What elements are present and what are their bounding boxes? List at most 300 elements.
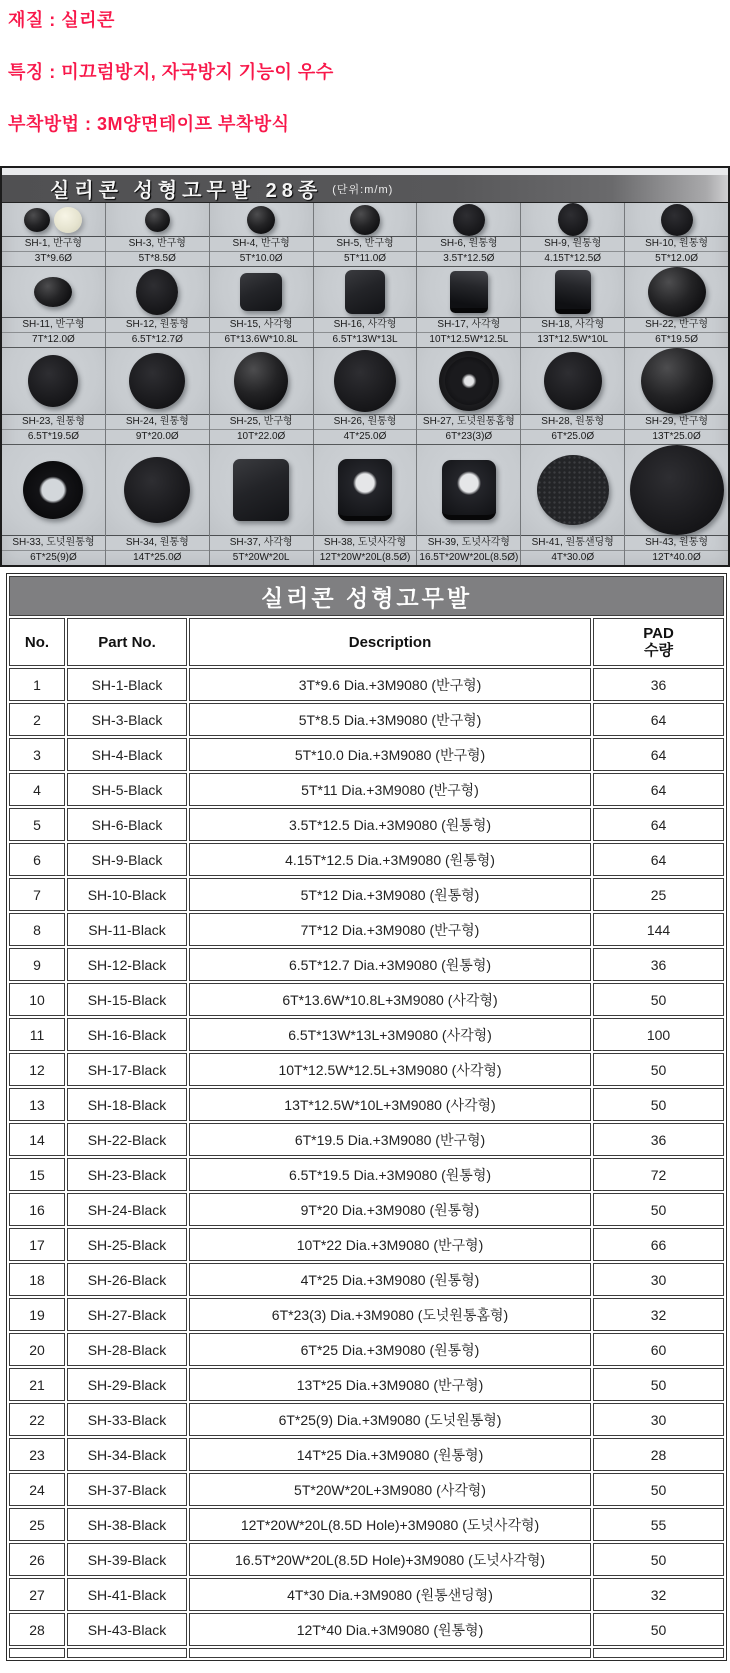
photo-title: 실리콘 성형고무발 28종 [50, 180, 323, 202]
rubber-foot-cream-shape [54, 207, 82, 233]
cell-part-no: SH-26-Black [67, 1263, 187, 1296]
rubber-foot-circle-shape [630, 445, 724, 535]
sample-row-2 [2, 267, 728, 348]
sample-part-label: SH-5, 반구형 [314, 236, 417, 251]
sample-cell-sh-29 [625, 348, 728, 444]
sample-part-label: SH-43, 원통형 [625, 535, 728, 550]
cell-pad-qty: 50 [593, 1473, 724, 1506]
sample-cell-sh-11 [2, 267, 106, 347]
sample-part-label: SH-25, 반구형 [210, 414, 313, 429]
cell-description: 13T*12.5W*10L+3M9080 (사각형) [189, 1088, 591, 1121]
table-row [9, 1403, 724, 1436]
rubber-foot-donut-shape [23, 461, 83, 519]
sample-row-1 [2, 203, 728, 267]
sample-part-label: SH-29, 반구형 [625, 414, 728, 429]
cell-pad-qty: 50 [593, 1613, 724, 1646]
cell-description: 12T*20W*20L(8.5D Hole)+3M9080 (도넛사각형) [189, 1508, 591, 1541]
table-row [9, 1333, 724, 1366]
shape-area-sh-38 [314, 445, 417, 535]
cell-pad-qty: 100 [593, 1018, 724, 1051]
shape-area-sh-29 [625, 348, 728, 414]
table-row [9, 1088, 724, 1121]
sample-cell-sh-27 [417, 348, 521, 444]
cell-no: 26 [9, 1543, 65, 1576]
cell-pad-qty: 50 [593, 1193, 724, 1226]
cell-pad-qty: 66 [593, 1228, 724, 1261]
table-row [9, 843, 724, 876]
cell-pad-qty: 64 [593, 843, 724, 876]
intro-feature-line: 특징 : 미끄럼방지, 자국방지 기능이 우수 [8, 62, 334, 82]
cell-description: 14T*25 Dia.+3M9080 (원통형) [189, 1438, 591, 1471]
rubber-foot-circle-shape [124, 457, 190, 523]
cell-no: 3 [9, 738, 65, 771]
sample-size-label: 6.5T*12.7Ø [106, 332, 209, 347]
rubber-foot-dome-shape [24, 208, 50, 232]
rubber-foot-block-shape [450, 271, 488, 313]
sample-size-label: 10T*22.0Ø [210, 429, 313, 444]
sample-cell-sh-18 [521, 267, 625, 347]
sample-size-label: 16.5T*20W*20L(8.5Ø) [419, 552, 519, 563]
sample-part-label: SH-37, 사각형 [210, 535, 313, 550]
cell-pad-qty: 28 [593, 1438, 724, 1471]
sample-part-label: SH-39, 도넛사각형 [417, 535, 520, 550]
cell-pad-qty: 60 [593, 1333, 724, 1366]
empty-cell [9, 1648, 65, 1658]
sample-cell-sh-17 [417, 267, 521, 347]
sample-part-label: SH-1, 반구형 [2, 236, 105, 251]
spec-table [6, 573, 727, 1661]
table-row [9, 1123, 724, 1156]
cell-part-no: SH-17-Black [67, 1053, 187, 1086]
sample-board-photo [0, 166, 730, 567]
sample-cell-sh-24 [106, 348, 210, 444]
sample-size-label: 4.15T*12.5Ø [521, 251, 624, 266]
cell-pad-qty: 30 [593, 1403, 724, 1436]
cell-no: 11 [9, 1018, 65, 1051]
shape-area-sh-37 [210, 445, 313, 535]
cell-description: 4.15T*12.5 Dia.+3M9080 (원통형) [189, 843, 591, 876]
sample-size-label: 5T*20W*20L [210, 550, 313, 565]
table-row [9, 1228, 724, 1261]
sample-size-label: 6.5T*13W*13L [314, 332, 417, 347]
sample-cell-sh-5 [314, 203, 418, 266]
sample-part-label: SH-34, 원통형 [106, 535, 209, 550]
sample-part-label: SH-18, 사각형 [521, 317, 624, 332]
cell-part-no: SH-43-Black [67, 1613, 187, 1646]
cell-description: 10T*12.5W*12.5L+3M9080 (사각형) [189, 1053, 591, 1086]
sample-cell-sh-37 [210, 445, 314, 565]
table-row [9, 913, 724, 946]
shape-area-sh-15 [210, 267, 313, 317]
rubber-foot-dome-shape [247, 206, 275, 234]
cell-part-no: SH-9-Black [67, 843, 187, 876]
shape-area-sh-5 [314, 203, 417, 236]
cell-description: 5T*11 Dia.+3M9080 (반구형) [189, 773, 591, 806]
shape-area-sh-43 [625, 445, 728, 535]
shape-area-sh-28 [521, 348, 624, 414]
cell-pad-qty: 64 [593, 703, 724, 736]
cell-pad-qty: 50 [593, 1053, 724, 1086]
cell-part-no: SH-6-Black [67, 808, 187, 841]
rubber-foot-circle-shape [558, 203, 588, 236]
cell-part-no: SH-38-Black [67, 1508, 187, 1541]
cell-description: 5T*20W*20L+3M9080 (사각형) [189, 1473, 591, 1506]
sample-cell-sh-4 [210, 203, 314, 266]
cell-part-no: SH-33-Black [67, 1403, 187, 1436]
col-header-part: Part No. [67, 618, 187, 666]
rubber-foot-circle-shape [544, 352, 602, 410]
cell-no: 6 [9, 843, 65, 876]
rubber-foot-dome-shape [145, 208, 170, 232]
sample-row-3 [2, 348, 728, 445]
cell-description: 6T*25(9) Dia.+3M9080 (도넛원통형) [189, 1403, 591, 1436]
table-row [9, 1018, 724, 1051]
cell-no: 10 [9, 983, 65, 1016]
cell-pad-qty: 50 [593, 983, 724, 1016]
cell-pad-qty: 36 [593, 668, 724, 701]
photo-title-bar [2, 175, 728, 203]
cell-description: 13T*25 Dia.+3M9080 (반구형) [189, 1368, 591, 1401]
cell-no: 27 [9, 1578, 65, 1611]
sample-cell-sh-25 [210, 348, 314, 444]
shape-area-sh-34 [106, 445, 209, 535]
cell-no: 9 [9, 948, 65, 981]
sample-cell-sh-3 [106, 203, 210, 266]
rubber-foot-circle-shape [453, 204, 485, 236]
cell-description: 7T*12 Dia.+3M9080 (반구형) [189, 913, 591, 946]
sample-size-label: 5T*12.0Ø [625, 251, 728, 266]
cell-description: 6.5T*12.7 Dia.+3M9080 (원통형) [189, 948, 591, 981]
cell-part-no: SH-24-Black [67, 1193, 187, 1226]
sample-part-label: SH-41, 원통샌딩형 [521, 535, 624, 550]
sample-size-label: 6T*13.6W*10.8L [210, 332, 313, 347]
cell-pad-qty: 36 [593, 1123, 724, 1156]
cell-part-no: SH-28-Black [67, 1333, 187, 1366]
rubber-foot-block-shape [555, 270, 591, 314]
intro-method-line: 부착방법 : 3M양면테이프 부착방식 [8, 114, 290, 134]
sample-part-label: SH-27, 도넛원통홈형 [417, 414, 520, 429]
sample-cell-sh-9 [521, 203, 625, 266]
sample-part-label: SH-11, 반구형 [2, 317, 105, 332]
shape-area-sh-39 [417, 445, 520, 535]
cell-pad-qty: 25 [593, 878, 724, 911]
sample-part-label: SH-28, 원통형 [521, 414, 624, 429]
table-title: 실리콘 성형고무발 [9, 576, 724, 616]
table-row [9, 1543, 724, 1576]
sample-size-label: 6T*23(3)Ø [417, 429, 520, 444]
empty-cell [593, 1648, 724, 1658]
shape-area-sh-4 [210, 203, 313, 236]
cell-no: 12 [9, 1053, 65, 1086]
sample-cell-sh-10 [625, 203, 728, 266]
cell-part-no: SH-29-Black [67, 1368, 187, 1401]
shape-area-sh-25 [210, 348, 313, 414]
rubber-foot-dome-shape [641, 348, 713, 414]
sample-cell-sh-28 [521, 348, 625, 444]
cell-pad-qty: 64 [593, 738, 724, 771]
table-row-empty [9, 1648, 724, 1658]
shape-area-sh-22 [625, 267, 728, 317]
cell-no: 21 [9, 1368, 65, 1401]
sample-cell-sh-6 [417, 203, 521, 266]
sample-part-label: SH-6, 원통형 [417, 236, 520, 251]
cell-no: 1 [9, 668, 65, 701]
rubber-foot-circle-hole-shape [439, 351, 499, 411]
sample-size-label: 6T*25.0Ø [521, 429, 624, 444]
sample-size-label: 14T*25.0Ø [106, 550, 209, 565]
cell-pad-qty: 64 [593, 773, 724, 806]
shape-area-sh-16 [314, 267, 417, 317]
col-header-pad-line1: PAD [643, 625, 674, 642]
sample-part-label: SH-38, 도넛사각형 [314, 535, 417, 550]
table-row [9, 1263, 724, 1296]
cell-description: 4T*25 Dia.+3M9080 (원통형) [189, 1263, 591, 1296]
table-row [9, 703, 724, 736]
sample-size-label: 4T*25.0Ø [314, 429, 417, 444]
cell-pad-qty: 36 [593, 948, 724, 981]
cell-no: 13 [9, 1088, 65, 1121]
sample-size-label: 6T*25(9)Ø [2, 550, 105, 565]
cell-no: 19 [9, 1298, 65, 1331]
cell-description: 16.5T*20W*20L(8.5D Hole)+3M9080 (도넛사각형) [189, 1543, 591, 1576]
shape-area-sh-41 [521, 445, 624, 535]
table-row [9, 1508, 724, 1541]
table-header-row [9, 618, 724, 666]
sample-cell-sh-33 [2, 445, 106, 565]
table-row [9, 1298, 724, 1331]
cell-pad-qty: 50 [593, 1088, 724, 1121]
cell-description: 9T*20 Dia.+3M9080 (원통형) [189, 1193, 591, 1226]
cell-description: 3.5T*12.5 Dia.+3M9080 (원통형) [189, 808, 591, 841]
rubber-foot-dome-shape [350, 205, 380, 235]
cell-part-no: SH-37-Black [67, 1473, 187, 1506]
cell-no: 14 [9, 1123, 65, 1156]
sample-part-label: SH-4, 반구형 [210, 236, 313, 251]
cell-description: 6T*19.5 Dia.+3M9080 (반구형) [189, 1123, 591, 1156]
shape-area-sh-12 [106, 267, 209, 317]
sample-size-label: 6.5T*19.5Ø [2, 429, 105, 444]
rubber-foot-square-shape [240, 273, 282, 311]
cell-part-no: SH-1-Black [67, 668, 187, 701]
shape-area-sh-9 [521, 203, 624, 236]
rubber-foot-square-hole-shape [442, 460, 496, 520]
cell-part-no: SH-15-Black [67, 983, 187, 1016]
sample-size-label: 13T*12.5W*10L [521, 332, 624, 347]
table-row [9, 1438, 724, 1471]
table-row [9, 983, 724, 1016]
empty-cell [189, 1648, 591, 1658]
sample-grid [2, 203, 728, 565]
cell-description: 10T*22 Dia.+3M9080 (반구형) [189, 1228, 591, 1261]
rubber-foot-circle-shape [129, 353, 185, 409]
rubber-foot-dome-shape [234, 352, 288, 410]
sample-part-label: SH-26, 원통형 [314, 414, 417, 429]
sample-size-label: 13T*25.0Ø [625, 429, 728, 444]
shape-area-sh-26 [314, 348, 417, 414]
cell-pad-qty: 72 [593, 1158, 724, 1191]
cell-description: 5T*10.0 Dia.+3M9080 (반구형) [189, 738, 591, 771]
cell-no: 5 [9, 808, 65, 841]
sample-cell-sh-26 [314, 348, 418, 444]
table-row [9, 878, 724, 911]
table-row [9, 948, 724, 981]
cell-pad-qty: 32 [593, 1298, 724, 1331]
rubber-foot-texture-shape [537, 455, 609, 525]
rubber-foot-dome-shape [34, 277, 72, 307]
cell-pad-qty: 32 [593, 1578, 724, 1611]
sample-part-label: SH-17, 사각형 [417, 317, 520, 332]
shape-area-sh-24 [106, 348, 209, 414]
sample-row-4 [2, 445, 728, 565]
sample-cell-sh-1 [2, 203, 106, 266]
cell-no: 17 [9, 1228, 65, 1261]
col-header-no: No. [9, 618, 65, 666]
cell-part-no: SH-39-Black [67, 1543, 187, 1576]
cell-part-no: SH-22-Black [67, 1123, 187, 1156]
cell-pad-qty: 30 [593, 1263, 724, 1296]
sample-size-label: 4T*30.0Ø [521, 550, 624, 565]
sample-part-label: SH-9, 원통형 [521, 236, 624, 251]
photo-unit-label: (단위:m/m) [332, 183, 394, 196]
cell-no: 16 [9, 1193, 65, 1226]
shape-area-sh-10 [625, 203, 728, 236]
sample-size-label: 12T*20W*20L(8.5Ø) [314, 550, 417, 565]
intro-material-line: 재질 : 실리콘 [8, 10, 115, 30]
sample-part-label: SH-16, 사각형 [314, 317, 417, 332]
cell-part-no: SH-4-Black [67, 738, 187, 771]
cell-description: 6.5T*13W*13L+3M9080 (사각형) [189, 1018, 591, 1051]
sample-part-label: SH-10, 원통형 [625, 236, 728, 251]
cell-part-no: SH-25-Black [67, 1228, 187, 1261]
sample-cell-sh-23 [2, 348, 106, 444]
rubber-foot-circle-shape [136, 269, 178, 315]
sample-size-label: 3.5T*12.5Ø [417, 251, 520, 266]
cell-no: 18 [9, 1263, 65, 1296]
table-row [9, 1613, 724, 1646]
shape-area-sh-23 [2, 348, 105, 414]
cell-pad-qty: 50 [593, 1368, 724, 1401]
shape-area-sh-33 [2, 445, 105, 535]
sample-size-label: 5T*10.0Ø [210, 251, 313, 266]
cell-no: 8 [9, 913, 65, 946]
rubber-foot-circle-shape [661, 204, 693, 236]
cell-part-no: SH-12-Black [67, 948, 187, 981]
cell-description: 4T*30 Dia.+3M9080 (원통샌딩형) [189, 1578, 591, 1611]
empty-cell [67, 1648, 187, 1658]
cell-part-no: SH-27-Black [67, 1298, 187, 1331]
cell-description: 6T*25 Dia.+3M9080 (원통형) [189, 1333, 591, 1366]
sample-part-label: SH-15, 사각형 [210, 317, 313, 332]
cell-no: 20 [9, 1333, 65, 1366]
cell-no: 15 [9, 1158, 65, 1191]
sample-cell-sh-43 [625, 445, 728, 565]
cell-description: 3T*9.6 Dia.+3M9080 (반구형) [189, 668, 591, 701]
cell-pad-qty: 64 [593, 808, 724, 841]
sample-size-label: 6T*19.5Ø [625, 332, 728, 347]
product-intro [0, 0, 730, 134]
rubber-foot-square-hole-shape [338, 459, 392, 521]
sample-cell-sh-34 [106, 445, 210, 565]
sample-part-label: SH-3, 반구형 [106, 236, 209, 251]
table-row [9, 1473, 724, 1506]
cell-part-no: SH-23-Black [67, 1158, 187, 1191]
sample-size-label: 9T*20.0Ø [106, 429, 209, 444]
rubber-foot-dome-shape [648, 267, 706, 317]
shape-area-sh-17 [417, 267, 520, 317]
cell-description: 5T*8.5 Dia.+3M9080 (반구형) [189, 703, 591, 736]
cell-no: 4 [9, 773, 65, 806]
cell-part-no: SH-18-Black [67, 1088, 187, 1121]
table-row [9, 668, 724, 701]
shape-area-sh-3 [106, 203, 209, 236]
cell-part-no: SH-5-Black [67, 773, 187, 806]
rubber-foot-square-shape [233, 459, 289, 521]
cell-no: 2 [9, 703, 65, 736]
sample-size-label: 12T*40.0Ø [625, 550, 728, 565]
sample-cell-sh-38 [314, 445, 418, 565]
col-header-pad [593, 618, 724, 666]
sample-cell-sh-39 [417, 445, 521, 565]
table-row [9, 1578, 724, 1611]
sample-part-label: SH-22, 반구형 [625, 317, 728, 332]
cell-description: 6T*23(3) Dia.+3M9080 (도넛원통홈형) [189, 1298, 591, 1331]
sample-part-label: SH-23, 원통형 [2, 414, 105, 429]
cell-part-no: SH-41-Black [67, 1578, 187, 1611]
cell-part-no: SH-16-Black [67, 1018, 187, 1051]
cell-no: 24 [9, 1473, 65, 1506]
sample-size-label: 5T*8.5Ø [106, 251, 209, 266]
cell-part-no: SH-34-Black [67, 1438, 187, 1471]
cell-no: 25 [9, 1508, 65, 1541]
table-row [9, 773, 724, 806]
sample-cell-sh-16 [314, 267, 418, 347]
rubber-foot-circle-shape [334, 350, 396, 412]
table-row [9, 1193, 724, 1226]
cell-pad-qty: 55 [593, 1508, 724, 1541]
shape-area-sh-1 [2, 203, 105, 236]
shape-area-sh-18 [521, 267, 624, 317]
rubber-foot-square-shape [345, 270, 385, 314]
sample-cell-sh-12 [106, 267, 210, 347]
cell-pad-qty: 50 [593, 1543, 724, 1576]
sample-cell-sh-22 [625, 267, 728, 347]
sample-size-label: 7T*12.0Ø [2, 332, 105, 347]
table-row [9, 1158, 724, 1191]
cell-part-no: SH-10-Black [67, 878, 187, 911]
cell-pad-qty: 144 [593, 913, 724, 946]
rubber-foot-circle-shape [28, 355, 78, 407]
col-header-desc: Description [189, 618, 591, 666]
spec-table-section [0, 567, 730, 1661]
table-row [9, 808, 724, 841]
cell-no: 22 [9, 1403, 65, 1436]
cell-description: 6T*13.6W*10.8L+3M9080 (사각형) [189, 983, 591, 1016]
shape-area-sh-11 [2, 267, 105, 317]
cell-part-no: SH-11-Black [67, 913, 187, 946]
cell-part-no: SH-3-Black [67, 703, 187, 736]
cell-description: 12T*40 Dia.+3M9080 (원통형) [189, 1613, 591, 1646]
cell-no: 28 [9, 1613, 65, 1646]
sample-size-label: 10T*12.5W*12.5L [417, 332, 520, 347]
col-header-pad-line2: 수량 [644, 642, 673, 659]
table-row [9, 1368, 724, 1401]
sample-part-label: SH-24, 원통형 [106, 414, 209, 429]
sample-size-label: 5T*11.0Ø [314, 251, 417, 266]
cell-no: 7 [9, 878, 65, 911]
table-row [9, 1053, 724, 1086]
cell-no: 23 [9, 1438, 65, 1471]
sample-part-label: SH-33, 도넛원통형 [2, 535, 105, 550]
